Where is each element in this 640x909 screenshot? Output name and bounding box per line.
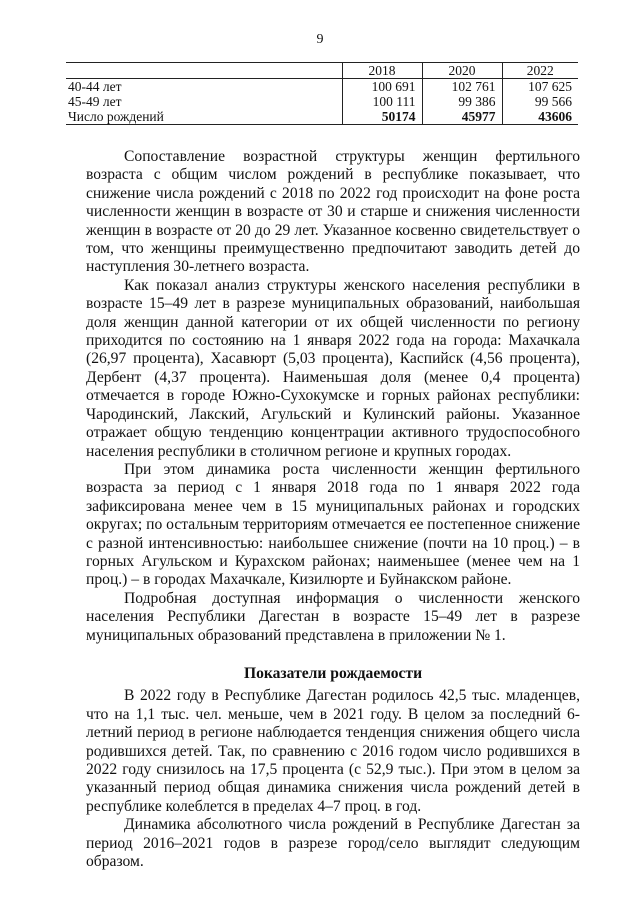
table-cell: 107 625: [502, 79, 578, 95]
paragraph: При этом динамика роста численности женщин фертильного возраста за период с 1 января 2018 года по 1 января 2022 года зафиксирована менее чем в 15 муниципальных районах и городских округах; по остальным территориям отмечается ее постепенное снижение с разной интенсивностью: наибольшее снижение (почти на 10 проц.) – в горных Агульском и Курахском районах; наименьшее (менее чем на 1 проц.) – в городах Махачкале, Кизилюрте и Буйнакском районе.: [86, 460, 580, 589]
year-header: 2022: [502, 63, 578, 79]
section-title: Показатели рождаемости: [243, 664, 423, 682]
table-cell: 100 691: [342, 79, 422, 95]
table-row: [66, 94, 578, 109]
paragraph: Как показал анализ структуры женского населения республики в возрасте 15–49 лет в разрезе муниципальных образований, наибольшая доля женщин данной категории от их общей численности по региону приходится по состоянию на 1 января 2022 года на города: Махачкала (26,97 процента), Хасавюрт (5,03 процента), Каспийск (4,56 процента), Дербент (4,37 процента). Наименьшая доля (менее 0,4 процента) отмечается в городе Южно-Сухокумске и горных районах республики: Чародинский, Лакский, Агульский и Кулинский районы. Указанное отражает общую тенденцию концентрации активного трудоспособного населения республики в столичном регионе и крупных городах.: [86, 276, 580, 460]
row-label: 45-49 лет: [68, 94, 122, 109]
table-cell: 99 566: [502, 94, 578, 109]
paragraph: Сопоставление возрастной структуры женщин фертильного возраста с общим числом рождений в республике показывает, что снижение числа рождений с 2018 по 2022 год происходит на фоне роста численности женщин в возрасте от 30 и старше и снижения численности женщин в возрасте от 20 до 29 лет. Указанное косвенно свидетельствует о том, что женщины преимущественно предпочитают заводить детей до наступления 30-летнего возраста.: [86, 148, 580, 276]
table-row: [66, 109, 578, 125]
table-cell: 43606: [502, 109, 578, 125]
page-number: 9: [316, 32, 324, 47]
table-corner-cell: [66, 63, 342, 79]
table-cell: 45977: [422, 109, 502, 125]
table-row: [66, 79, 578, 95]
paragraph: В 2022 году в Республике Дагестан родилось 42,5 тыс. младенцев, что на 1,1 тыс. чел. меньше, чем в 2021 году. В целом за последний 6-летний период в регионе наблюдается тенденция снижения общего числа родившихся детей. Так, по сравнению с 2016 годом число родившихся в 2022 году снизилось на 17,5 процента (с 52,9 тыс.). При этом в целом за указанный период общая динамика снижения числа рождений детей в республике колеблется в пределах 4–7 проц. в год.: [86, 687, 580, 815]
year-header: 2020: [422, 63, 502, 79]
year-header: 2018: [342, 63, 422, 79]
table-cell: 102 761: [422, 79, 502, 95]
table-cell: 100 111: [342, 94, 422, 109]
table-cell: 50174: [342, 109, 422, 125]
body-text: [86, 148, 580, 871]
paragraph: Динамика абсолютного числа рождений в Республике Дагестан за период 2016–2021 годов в разрезе город/село выглядит следующим образом.: [86, 816, 580, 871]
row-label: 40-44 лет: [68, 79, 122, 94]
row-label: Число рождений: [66, 109, 342, 125]
population-table: [66, 62, 578, 125]
paragraph: Подробная доступная информация о численности женского населения Республики Дагестан в возрасте 15–49 лет в разрезе муниципальных образований представлена в приложении № 1.: [86, 589, 580, 644]
table-cell: 99 386: [422, 94, 502, 109]
table-header-row: [66, 63, 578, 79]
